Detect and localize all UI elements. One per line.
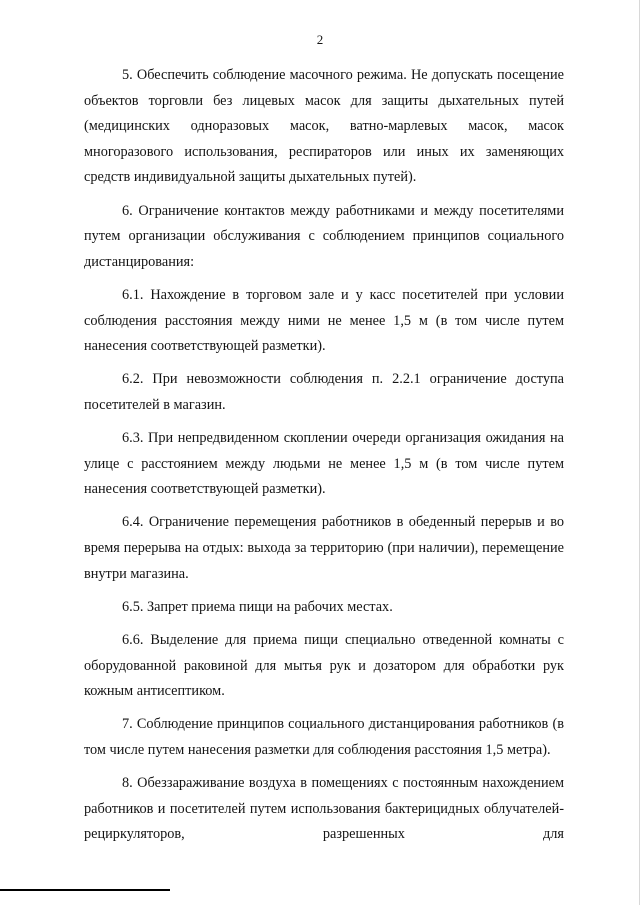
- document-body: [84, 63, 564, 848]
- paragraph-6-5: 6.5. Запрет приема пищи на рабочих местах.: [122, 598, 393, 615]
- paragraph-6: 6. Ограничение контактов между работниками и между посетителями путем организации обслуживания с соблюдением принципов социального дистанцирования:: [84, 202, 564, 270]
- paragraph-6-4: 6.4. Ограничение перемещения работников в обеденный перерыв и во время перерыва на отдых: выхода за территорию (при наличии), перемещение внутри магазина.: [84, 514, 564, 582]
- page-number: 2: [316, 32, 324, 47]
- paragraph-5: 5. Обеспечить соблюдение масочного режима. Не допускать посещение объектов торговли без лицевых масок для защиты дыхательных путей (медицинских одноразовых масок, ватно-марлевых масок, масок многоразового использования, респираторов или иных их заменяющих средств индивидуальной защиты дыхательных путей).: [84, 67, 564, 186]
- paragraph-7: 7. Соблюдение принципов социального дистанцирования работников (в том числе путем нанесения разметки для соблюдения расстояния 1,5 метра).: [84, 716, 564, 758]
- footer-rule: [0, 889, 170, 891]
- paragraph-6-3: 6.3. При непредвиденном скоплении очереди организация ожидания на улице с расстоянием между людьми не менее 1,5 м (в том числе путем нанесения соответствующей разметки).: [84, 430, 564, 498]
- paragraph-8: 8. Обеззараживание воздуха в помещениях с постоянным нахождением работников и посетителей путем использования бактерицидных облучателей-рециркуляторов, разрешенных для: [84, 775, 564, 843]
- paragraph-6-2: 6.2. При невозможности соблюдения п. 2.2.1 ограничение доступа посетителей в магазин.: [84, 371, 564, 413]
- paragraph-6-6: 6.6. Выделение для приема пищи специально отведенной комнаты с оборудованной раковиной для мытья рук и дозатором для обработки рук кожным антисептиком.: [84, 632, 564, 700]
- paragraph-6-1: 6.1. Нахождение в торговом зале и у касс посетителей при условии соблюдения расстояния между ними не менее 1,5 м (в том числе путем нанесения соответствующей разметки).: [84, 286, 564, 355]
